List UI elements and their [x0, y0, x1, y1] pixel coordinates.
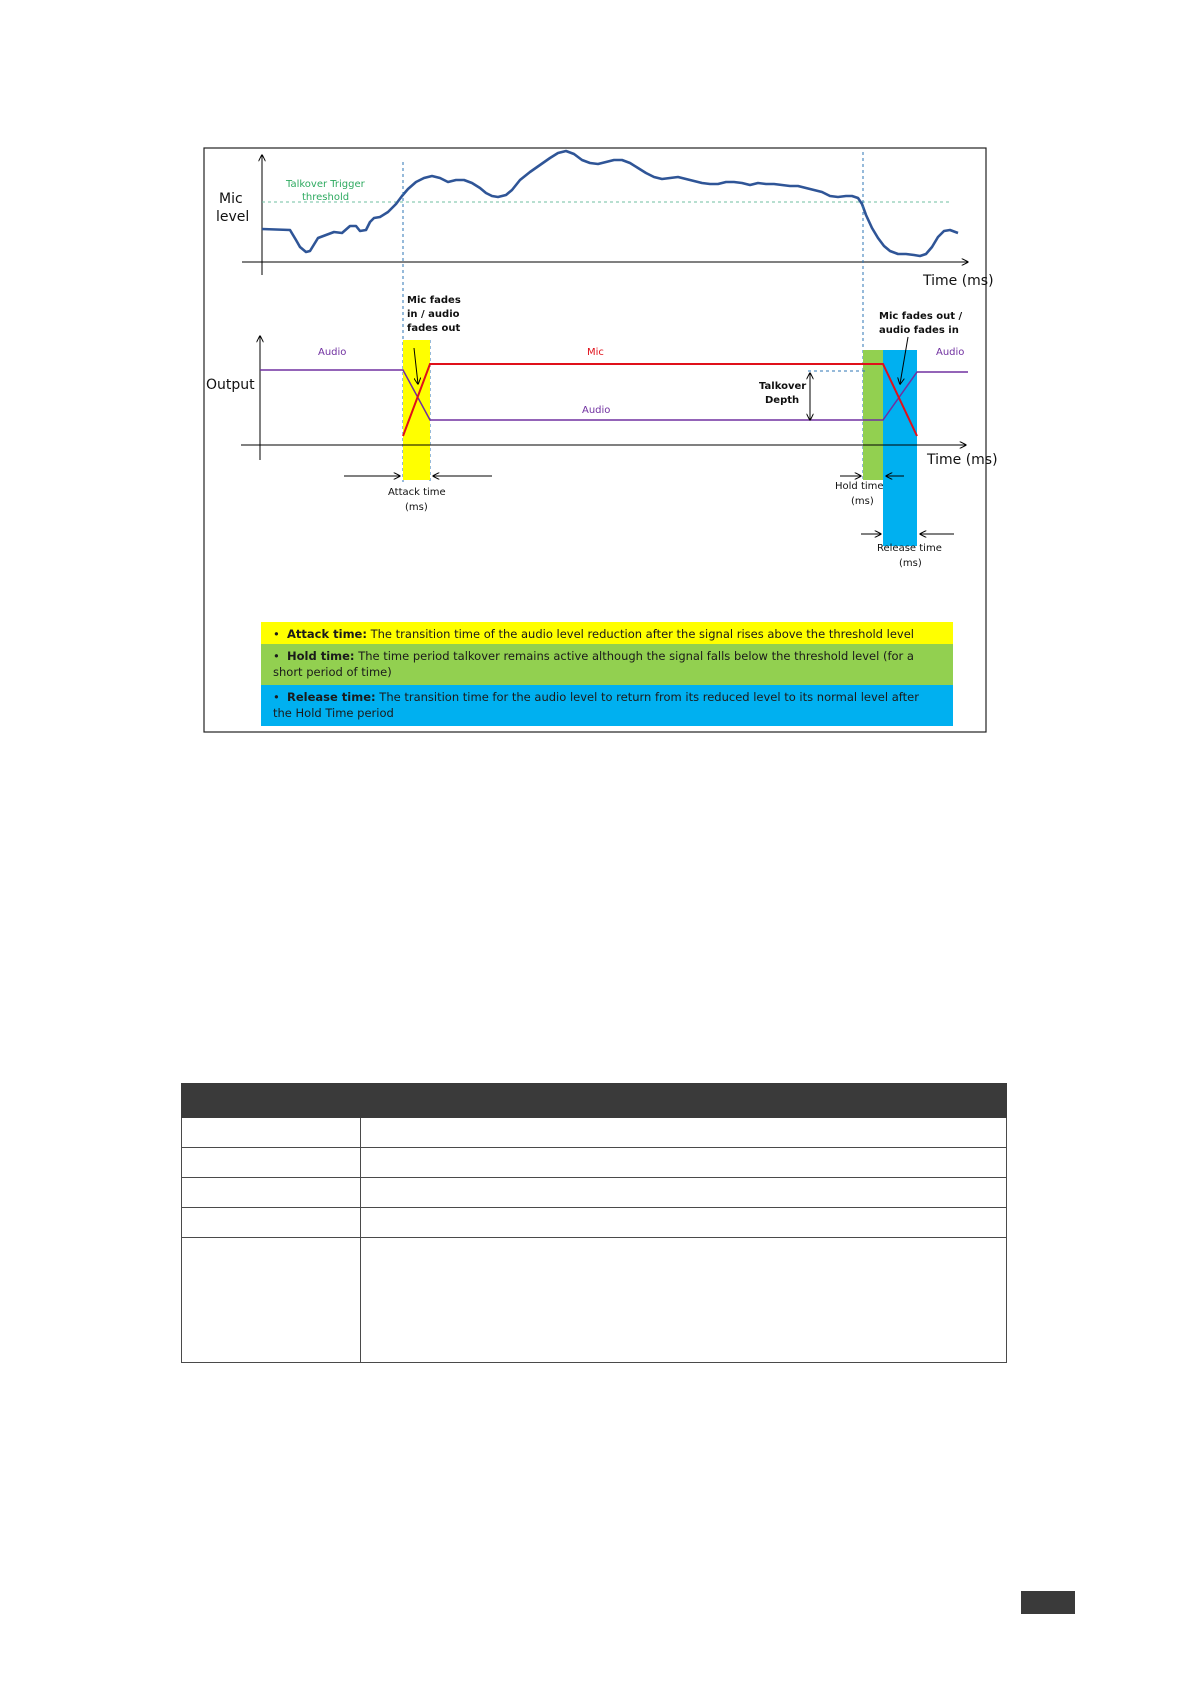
top-time-label: Time (ms)	[923, 273, 994, 289]
fade-in-label-2: in / audio	[407, 309, 460, 320]
legend-hold-text: The time period talkover remains active although the signal falls below the threshold level (for a short period of time)	[273, 649, 914, 679]
depth-label-1: Talkover	[759, 381, 807, 392]
release-time-label-1: Release time	[877, 543, 942, 554]
table-header-cell-2	[361, 1084, 1007, 1118]
page-number-tab	[1021, 1591, 1075, 1614]
audio-output-line	[260, 370, 968, 420]
hold-region	[863, 350, 884, 480]
threshold-label-1: Talkover Trigger	[286, 179, 365, 190]
attack-time-label-2: (ms)	[405, 502, 428, 513]
table-cell	[182, 1118, 361, 1148]
fade-in-label-3: fades out	[407, 323, 461, 334]
hold-time-label-1: Hold time	[835, 481, 884, 492]
audio-middle-label: Audio	[582, 405, 611, 416]
legend-release: • Release time: The transition time for the audio level to return from its reduced level to its normal level after the Hold Time period	[261, 685, 953, 726]
table-row	[182, 1178, 1007, 1208]
fade-out-label-1: Mic fades out /	[879, 311, 963, 322]
legend-release-term: Release time:	[287, 690, 376, 704]
mic-signal-curve	[262, 151, 958, 256]
threshold-label-2: threshold	[302, 192, 350, 203]
depth-label-2: Depth	[765, 395, 800, 406]
mic-level-label-2: level	[216, 209, 250, 225]
table-row	[182, 1148, 1007, 1178]
audio-right-label: Audio	[936, 347, 965, 358]
audio-left-label: Audio	[318, 347, 347, 358]
table-row	[182, 1118, 1007, 1148]
table-cell	[182, 1148, 361, 1178]
table-cell	[361, 1178, 1007, 1208]
mic-label: Mic	[587, 347, 604, 358]
output-label: Output	[206, 377, 255, 393]
table-row	[182, 1238, 1007, 1363]
release-time-label-2: (ms)	[899, 558, 922, 569]
legend-attack: • Attack time: The transition time of the audio level reduction after the signal rises above the threshold level	[261, 622, 953, 644]
table-cell	[361, 1238, 1007, 1363]
legend-hold-term: Hold time:	[287, 649, 355, 663]
table-row	[182, 1208, 1007, 1238]
table-cell	[361, 1118, 1007, 1148]
table-cell	[182, 1208, 361, 1238]
parameters-table	[181, 1083, 1007, 1363]
table-cell	[182, 1178, 361, 1208]
table-cell	[182, 1238, 361, 1363]
fade-out-label-2: audio fades in	[879, 325, 959, 336]
table-header-row	[182, 1084, 1007, 1118]
mic-output-line	[403, 364, 917, 436]
legend-attack-term: Attack time:	[287, 627, 367, 641]
bottom-time-label: Time (ms)	[927, 452, 998, 468]
legend-release-text: The transition time for the audio level to return from its reduced level to its normal level after the Hold Time period	[273, 690, 919, 720]
legend-attack-text: The transition time of the audio level reduction after the signal rises above the threshold level	[370, 627, 914, 641]
attack-region	[403, 340, 430, 480]
fade-in-label-1: Mic fades	[407, 295, 461, 306]
table-cell	[361, 1208, 1007, 1238]
hold-time-label-2: (ms)	[851, 496, 874, 507]
legend-hold: • Hold time: The time period talkover remains active although the signal falls below the threshold level (for a short period of time)	[261, 644, 953, 685]
table-header-cell-1	[182, 1084, 361, 1118]
mic-level-label-1: Mic	[219, 191, 243, 207]
table-cell	[361, 1148, 1007, 1178]
attack-time-label-1: Attack time	[388, 487, 446, 498]
